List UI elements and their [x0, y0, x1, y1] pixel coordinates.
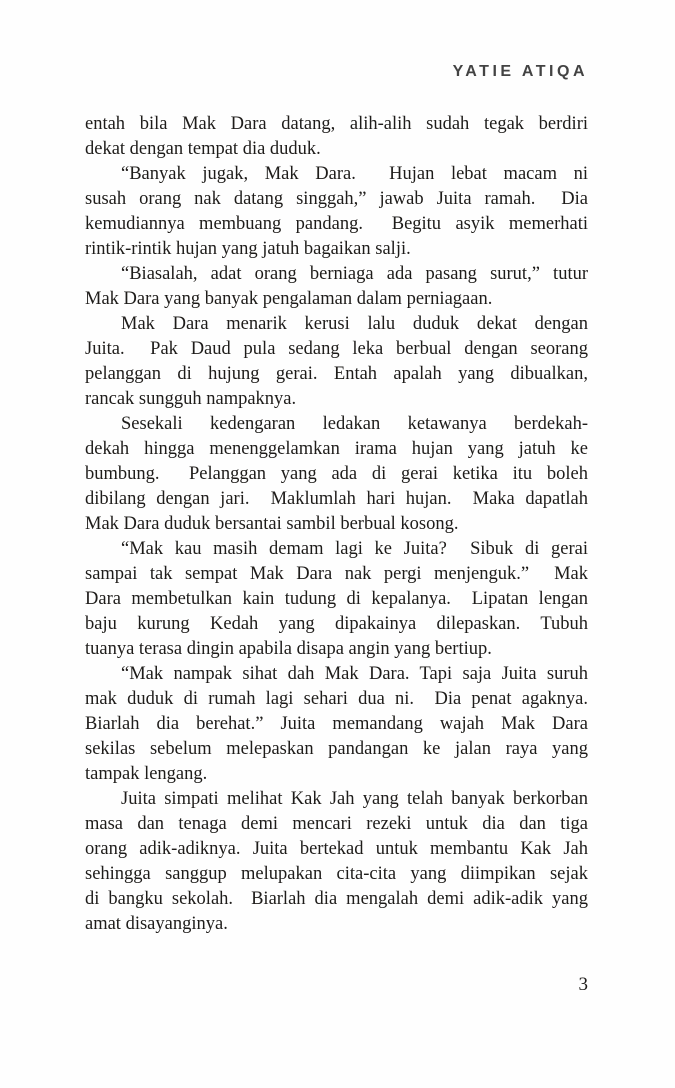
paragraph — [85, 537, 588, 662]
paragraph — [85, 262, 588, 312]
text-line: entah bila Mak Dara datang, alih-alih sudah tegak berdiri — [85, 114, 588, 134]
paragraph — [85, 412, 588, 537]
paragraph — [85, 312, 588, 412]
running-header-author: YATIE ATIQA — [452, 63, 588, 80]
text-line: “Biasalah, adat orang berniaga ada pasang surut,” tutur — [121, 264, 588, 284]
text-line: Mak Dara yang banyak pengalaman dalam perniagaan. — [85, 289, 493, 309]
text-line: “Mak kau masih demam lagi ke Juita? Sibuk di gerai — [121, 539, 588, 559]
text-line: Mak Dara duduk bersantai sambil berbual kosong. — [85, 514, 459, 534]
text-line: bumbung. Pelanggan yang ada di gerai ketika itu boleh — [85, 464, 588, 484]
text-line: Mak Dara menarik kerusi lalu duduk dekat dengan — [121, 314, 588, 334]
text-line: pelanggan di hujung gerai. Entah apalah yang dibualkan, — [85, 364, 588, 384]
text-line: amat disayanginya. — [85, 914, 228, 934]
text-line: sekilas sebelum melepaskan pandangan ke jalan raya yang — [85, 739, 588, 759]
text-line: tuanya terasa dingin apabila disapa angin yang bertiup. — [85, 639, 492, 659]
text-line: sehingga sanggup melupakan cita-cita yang diimpikan sejak — [85, 864, 588, 884]
text-line: Juita. Pak Daud pula sedang leka berbual dengan seorang — [85, 339, 588, 359]
paragraph — [85, 112, 588, 162]
text-line: orang adik-adiknya. Juita bertekad untuk membantu Kak Jah — [85, 839, 588, 859]
text-line: dekat dengan tempat dia duduk. — [85, 139, 321, 159]
text-line: “Mak nampak sihat dah Mak Dara. Tapi saja Juita suruh — [121, 664, 588, 684]
text-line: kemudiannya membuang pandang. Begitu asyik memerhati — [85, 214, 588, 234]
text-line: rintik-rintik hujan yang jatuh bagaikan salji. — [85, 239, 411, 259]
paragraph — [85, 787, 588, 937]
text-line: susah orang nak datang singgah,” jawab Juita ramah. Dia — [85, 189, 588, 209]
text-line: dekah hingga menenggelamkan irama hujan yang jatuh ke — [85, 439, 588, 459]
text-line: “Banyak jugak, Mak Dara. Hujan lebat macam ni — [121, 164, 588, 184]
text-line: Biarlah dia berehat.” Juita memandang wajah Mak Dara — [85, 714, 588, 734]
text-line: mak duduk di rumah lagi sehari dua ni. Dia penat agaknya. — [85, 689, 588, 709]
text-line: masa dan tenaga demi mencari rezeki untuk dia dan tiga — [85, 814, 588, 834]
text-line: di bangku sekolah. Biarlah dia mengalah demi adik-adik yang — [85, 889, 588, 909]
page-number: 3 — [578, 974, 588, 995]
text-line: Dara membetulkan kain tudung di kepalanya. Lipatan lengan — [85, 589, 588, 609]
text-line: baju kurung Kedah yang dipakainya dilepaskan. Tubuh — [85, 614, 588, 634]
text-line: sampai tak sempat Mak Dara nak pergi menjenguk.” Mak — [85, 564, 588, 584]
paragraph — [85, 662, 588, 787]
text-line: rancak sungguh nampaknya. — [85, 389, 297, 409]
text-line: Juita simpati melihat Kak Jah yang telah banyak berkorban — [121, 789, 588, 809]
text-line: dibilang dengan jari. Maklumlah hari hujan. Maka dapatlah — [85, 489, 588, 509]
text-line: tampak lengang. — [85, 764, 208, 784]
paragraph — [85, 162, 588, 262]
text-line: Sesekali kedengaran ledakan ketawanya berdekah- — [121, 414, 588, 434]
body-text — [85, 112, 588, 937]
